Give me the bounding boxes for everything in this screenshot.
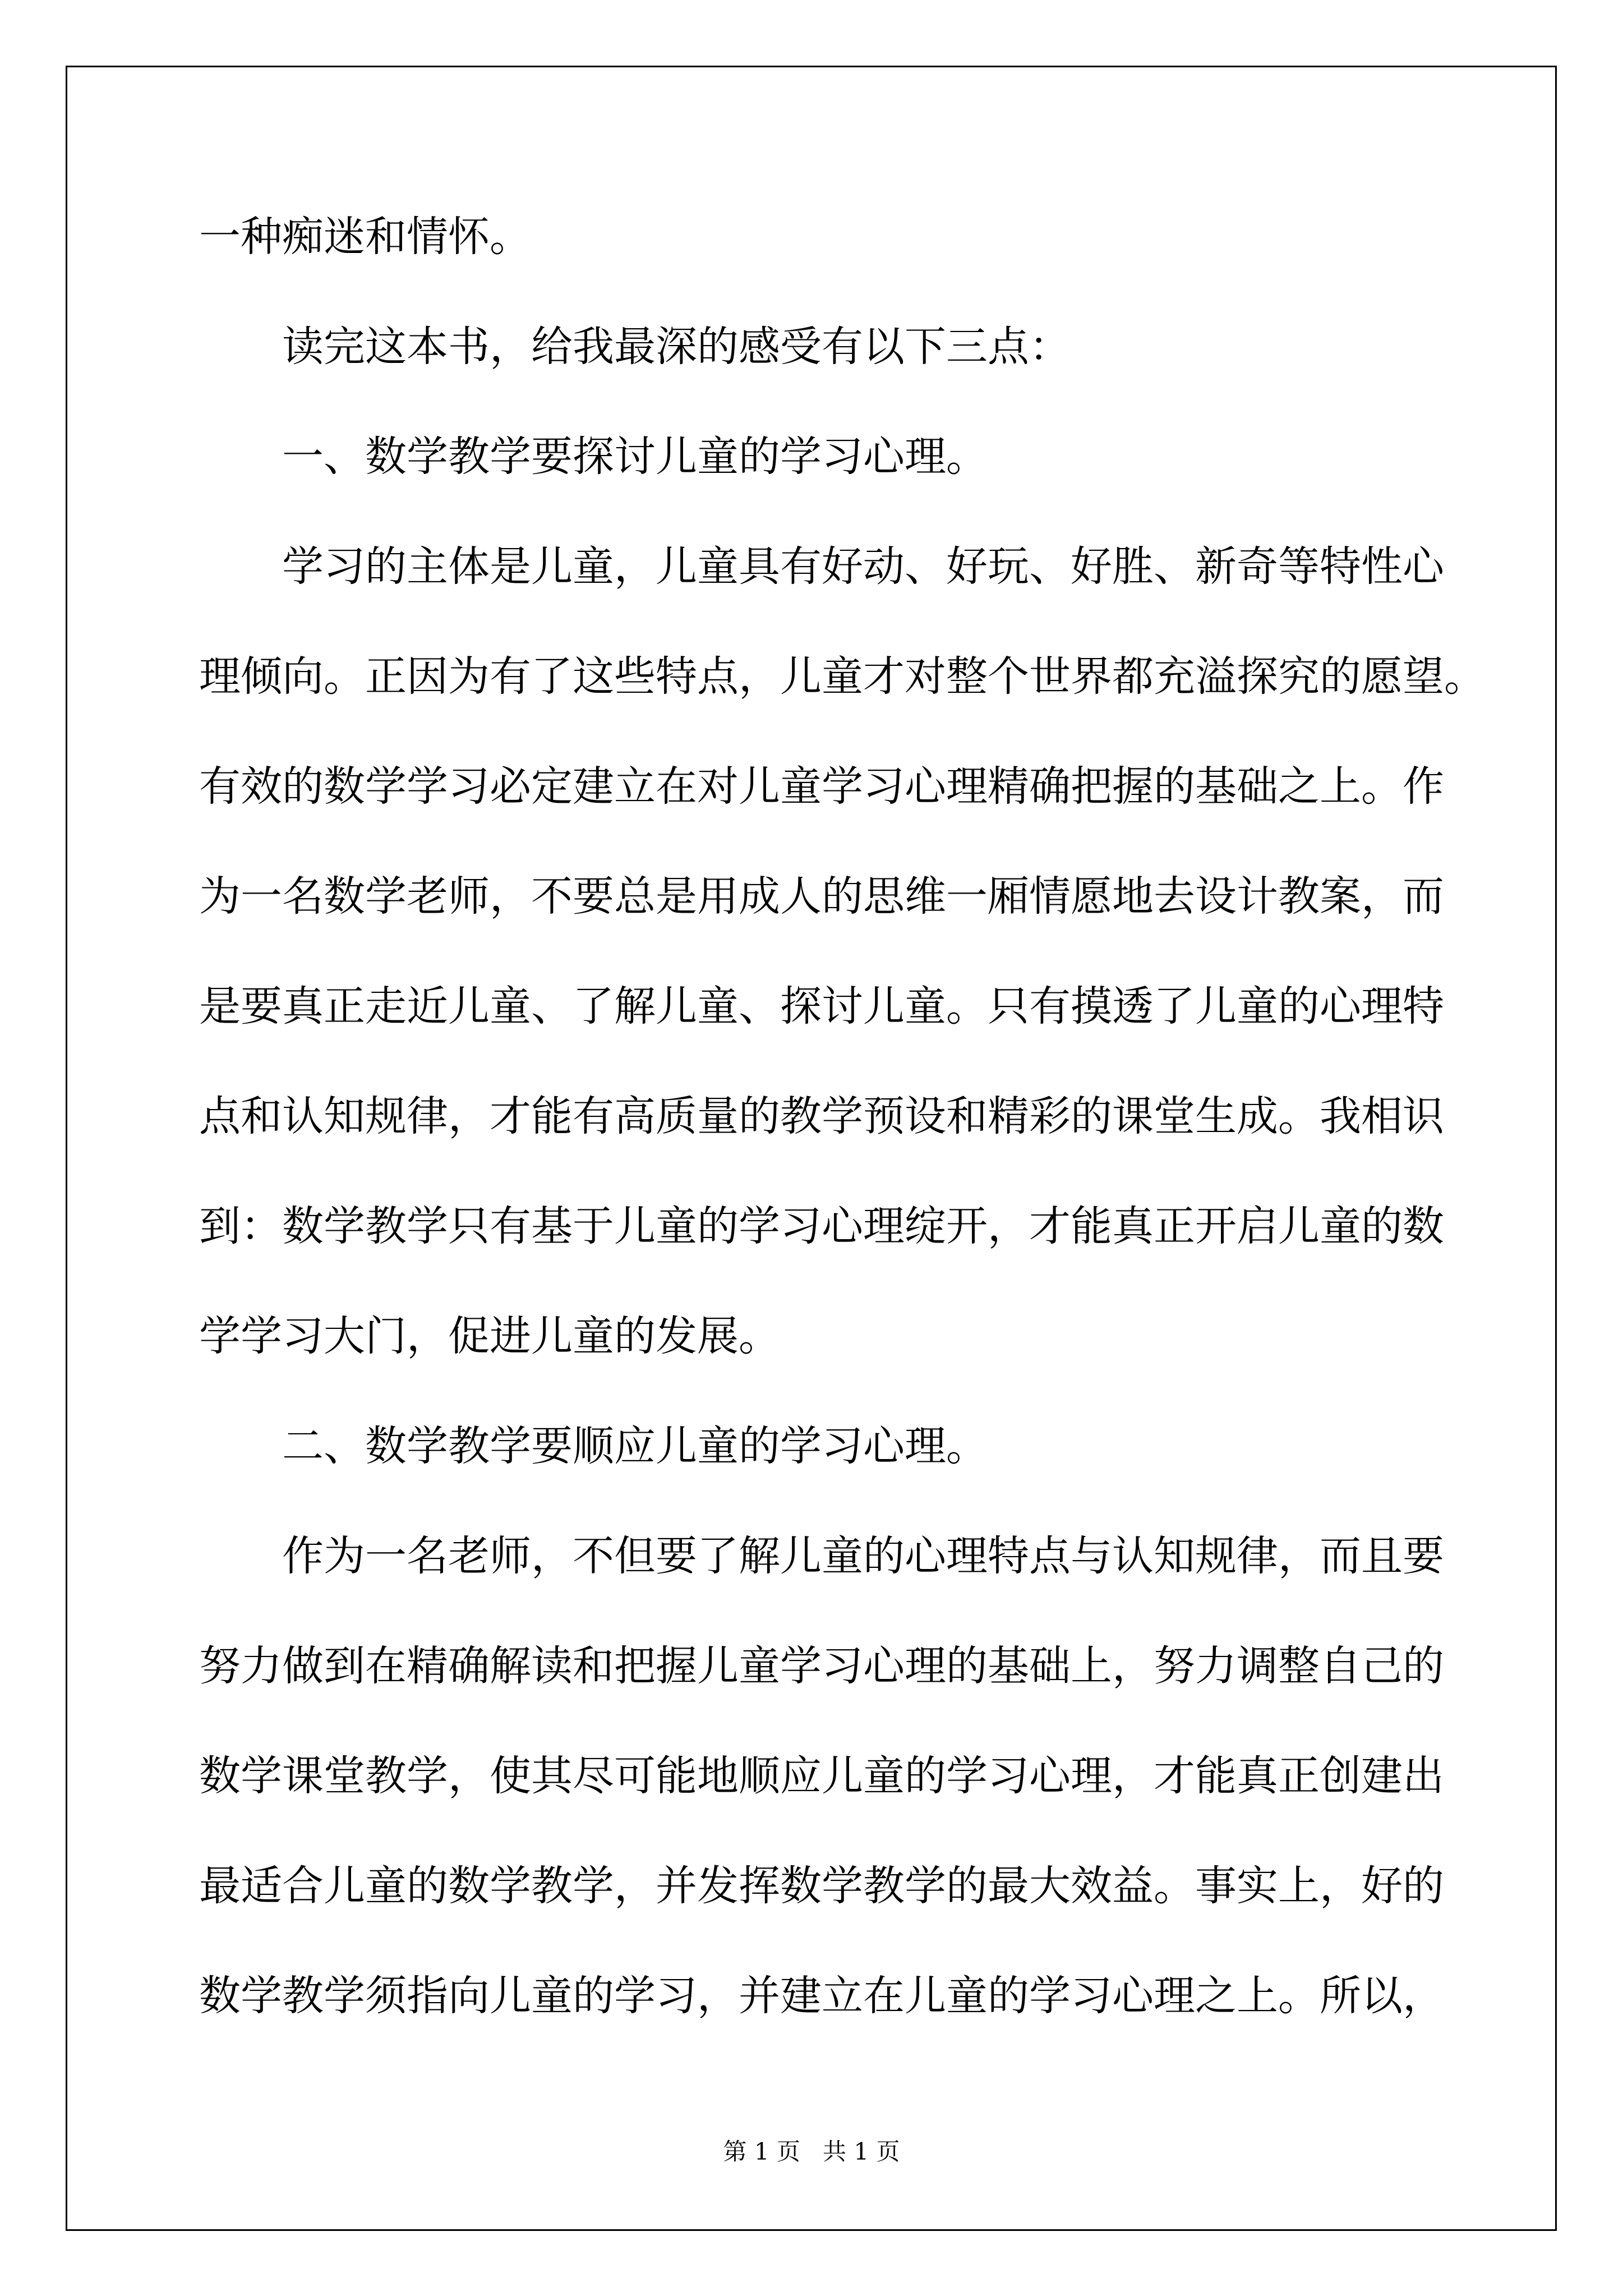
- page-number-footer: 第 1 页 共 1 页: [723, 2138, 900, 2165]
- text-line: 努力做到在精确解读和把握儿童学习心理的基础上，努力调整自己的: [199, 1642, 1444, 1690]
- text-line: 作为一名老师，不但要了解儿童的心理特点与认知规律，而且要: [282, 1532, 1444, 1580]
- text-line: 学习的主体是儿童，儿童具有好动、好玩、好胜、新奇等特性心: [282, 542, 1444, 591]
- text-line: 点和认知规律，才能有高质量的教学预设和精彩的课堂生成。我相识: [199, 1092, 1444, 1140]
- text-line: 理倾向。正因为有了这些特点，儿童才对整个世界都充溢探究的愿望。: [199, 652, 1486, 701]
- text-line: 有效的数学学习必定建立在对儿童学习心理精确把握的基础之上。作: [199, 762, 1444, 811]
- text-line: 到：数学教学只有基于儿童的学习心理绽开，才能真正开启儿童的数: [199, 1202, 1444, 1250]
- text-line: 一种痴迷和情怀。: [199, 213, 531, 261]
- text-line: 为一名数学老师，不要总是用成人的思维一厢情愿地去设计教案，而: [199, 872, 1444, 921]
- text-line: 一、数学教学要探讨儿童的学习心理。: [282, 432, 988, 481]
- text-line: 数学课堂教学，使其尽可能地顺应儿童的学习心理，才能真正创建出: [199, 1752, 1444, 1800]
- text-line: 读完这本书，给我最深的感受有以下三点：: [282, 323, 1071, 371]
- text-line: 二、数学教学要顺应儿童的学习心理。: [282, 1422, 988, 1470]
- text-line: 学学习大门，促进儿童的发展。: [199, 1312, 780, 1360]
- text-line: 数学教学须指向儿童的学习，并建立在儿童的学习心理之上。所以，: [199, 1972, 1444, 2020]
- text-line: 最适合儿童的数学教学，并发挥数学教学的最大效益。事实上，好的: [199, 1862, 1444, 1910]
- text-line: 是要真正走近儿童、了解儿童、探讨儿童。只有摸透了儿童的心理特: [199, 982, 1444, 1030]
